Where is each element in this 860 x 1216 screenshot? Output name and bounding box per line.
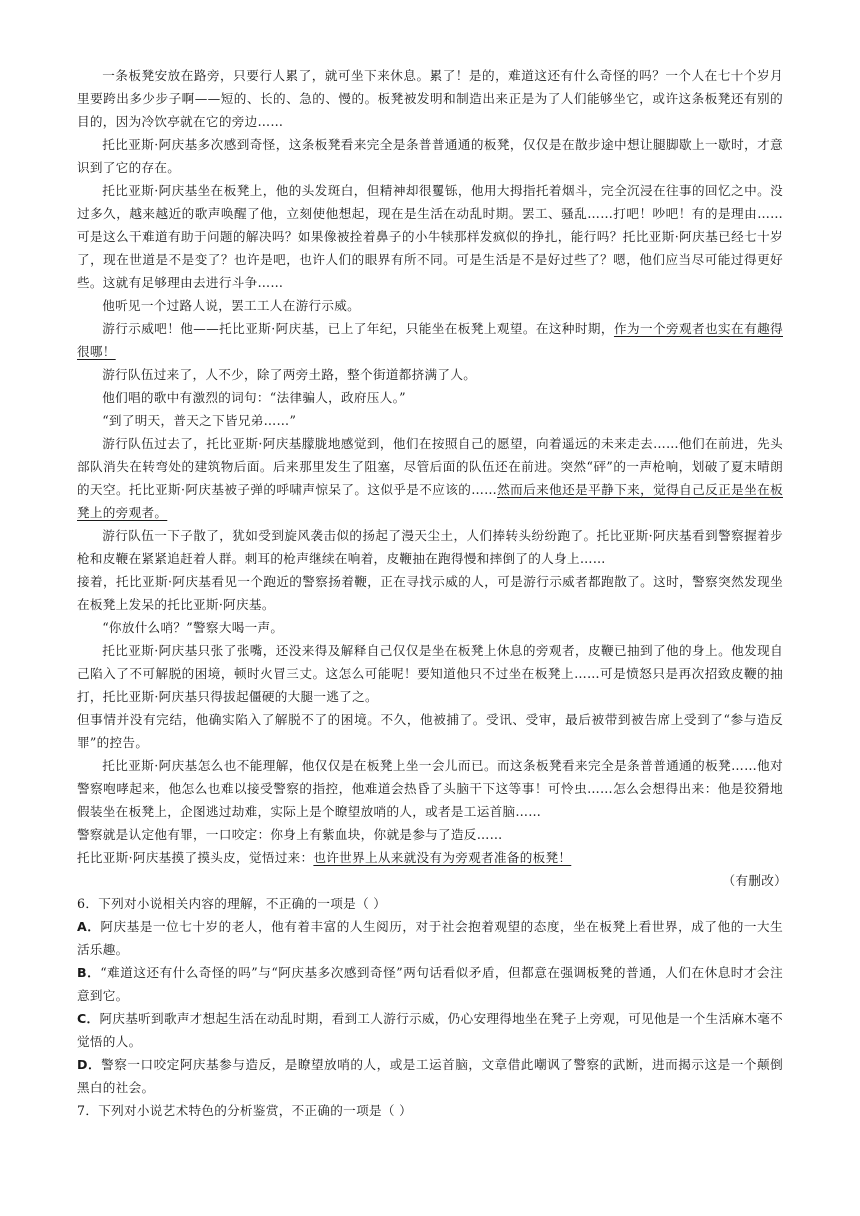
option-b-text: “难道这还有什么奇怪的吗”与“阿庆基多次感到奇怪”两句话看似矛盾，但都意在强调板凳的普通，人们在休息时才会注意到它。 — [77, 965, 784, 1003]
story-paragraph-7: 他们唱的歌中有激烈的词句：“法律骗人，政府压人。” — [102, 390, 406, 405]
story-paragraph-10: 游行队伍一下子散了，犹如受到旋风袭击似的扬起了漫天尘土，人们捧转头纷纷跑了。托比亚斯·阿庆基看到警察握着步枪和皮鞭在紧紧追赶着人群。刺耳的枪声继续在响着，皮鞭抽在跑得慢和摔倒了的人身上…… — [77, 528, 783, 566]
paragraph-9-text: 游行队伍过去了，托比亚斯·阿庆基朦胧地感觉到，他们在按照自己的愿望，向着遥远的未来走去……他们在前进，先头部队消失在转弯处的建筑物后面。后来那里发生了阻塞，尽管后面的队伍还在前进。突然“砰”的一声枪响，划破了夏末晴朗的天空。托比亚斯·阿庆基被子弹的呼啸声惊呆了。这似乎是不应该的…… — [77, 436, 783, 497]
option-d-text: 警察一口咬定阿庆基参与造反，是瞭望放哨的人，或是工运首脑，文章借此嘲讽了警察的武断，进而揭示这是一个颠倒黑白的社会。 — [77, 1057, 783, 1095]
story-paragraph-2: 托比亚斯·阿庆基多次感到奇怪，这条板凳看来完全是条普普通通的板凳，仅仅是在散步途中想让腿脚歇上一歇时，才意识到了它的存在。 — [77, 137, 783, 175]
story-paragraph-8: “到了明天，普天之下皆兄弟……” — [102, 413, 297, 428]
story-paragraph-5 — [77, 317, 783, 363]
document-page — [77, 64, 787, 1122]
story-paragraph-14: 但事情并没有完结，他确实陷入了解脱不了的困境。不久，他被捕了。受讯、受审，最后被带到被告席上受到了“参与造反罪”的控告。 — [77, 712, 783, 750]
question-6-stem: 6．下列对小说相关内容的理解，不正确的一项是（ ） — [77, 896, 387, 911]
story-paragraph-11: 接着，托比亚斯·阿庆基看见一个跑近的警察扬着鞭，正在寻找示威的人，可是游行示威者都跑散了。这时，警察突然发现坐在板凳上发呆的托比亚斯·阿庆基。 — [77, 574, 783, 612]
story-paragraph-1: 一条板凳安放在路旁，只要行人累了，就可坐下来休息。累了！是的，难道这还有什么奇怪的吗？一个人在七十个岁月里要跨出多少步子啊——短的、长的、急的、慢的。板凳被发明和制造出来正是为了人们能够坐它，或许这条板凳还有别的目的，因为冷饮亭就在它的旁边…… — [77, 68, 783, 129]
story-paragraph-9 — [77, 432, 783, 524]
story-paragraph-12: “你放什么哨？”警察大喝一声。 — [102, 620, 284, 635]
story-paragraph-13: 托比亚斯·阿庆基只张了张嘴，还没来得及解释自己仅仅是坐在板凳上休息的旁观者，皮鞭已抽到了他的身上。他发现自己陷入了不可解脱的困境，顿时火冒三丈。这怎么可能呢！要知道他只不过坐在板凳上……可是愤怒只是再次招致皮鞭的抽打，托比亚斯·阿庆基只得拔起僵硬的大腿一逃了之。 — [77, 643, 783, 704]
option-a-label: A． — [77, 919, 101, 934]
story-paragraph-17 — [77, 846, 783, 869]
option-a-text: 阿庆基是一位七十岁的老人，他有着丰富的人生阅历，对于社会抱着观望的态度，坐在板凳上看世界，成了他的一大生活乐趣。 — [77, 919, 783, 957]
story-paragraph-3: 托比亚斯·阿庆基坐在板凳上，他的头发斑白，但精神却很矍铄，他用大拇指托着烟斗，完全沉浸在往事的回忆之中。没过多久，越来越近的歌声唤醒了他，立刻使他想起，现在是生活在动乱时期。罢工、骚乱……打吧！吵吧！有的是理由……可是这么干难道有助于问题的解决吗？如果像被拴着鼻子的小牛犊那样发疯似的挣扎，能行吗？托比亚斯·阿庆基已经七十岁了，现在世道是不是变了？也许是吧，也许人们的眼界有所不同。可是生活是不是好过些了？嗯，他们应当尽可能过得更好些。这就有足够理由去进行斗争…… — [77, 183, 783, 290]
question-7-stem: 7．下列对小说艺术特色的分析鉴赏，不正确的一项是（ ） — [77, 1103, 412, 1118]
story-paragraph-15: 托比亚斯·阿庆基怎么也不能理解，他仅仅是在板凳上坐一会儿而已。而这条板凳看来完全是条普普通通的板凳……他对警察咆哮起来，他怎么也难以接受警察的指控，他难道会热昏了头脑干下这等事！可怜虫……怎么会想得出来：他是狡猾地假装坐在板凳上，企图逃过劫难，实际上是个瞭望放哨的人，或者是工运首脑…… — [77, 758, 783, 819]
source-note: （有删改） — [722, 873, 787, 888]
question-6-option-a — [77, 915, 783, 961]
paragraph-5-text: 游行示威吧！他——托比亚斯·阿庆基，已上了年纪，只能坐在板凳上观望。在这种时期， — [102, 321, 614, 336]
story-paragraph-6: 游行队伍过来了，人不少，除了两旁土路，整个街道都挤满了人。 — [102, 367, 477, 382]
question-6-option-d — [77, 1053, 783, 1099]
paragraph-17-text: 托比亚斯·阿庆基摸了摸头皮，觉悟过来： — [77, 850, 314, 865]
option-b-label: B． — [77, 965, 101, 980]
story-paragraph-16: 警察就是认定他有罪，一口咬定：你身上有紫血块，你就是参与了造反…… — [77, 827, 503, 842]
option-c-label: C． — [77, 1011, 100, 1026]
option-c-text: 阿庆基听到歌声才想起生活在动乱时期，看到工人游行示威，仍心安理得地坐在凳子上旁观，可见他是一个生活麻木毫不觉悟的人。 — [77, 1011, 784, 1049]
underlined-sentence-2: 然而后来他还是平静下来，觉得自己反正是坐在板凳上的旁观者。 — [77, 482, 783, 520]
question-6-option-b — [77, 961, 783, 1007]
story-paragraph-4: 他听见一个过路人说，罢工工人在游行示威。 — [102, 298, 361, 313]
underlined-sentence-3: 也许世界上从来就没有为旁观者准备的板凳！ — [313, 850, 572, 865]
option-d-label: D． — [77, 1057, 102, 1072]
question-6-option-c — [77, 1007, 783, 1053]
underlined-sentence-1: 作为一个旁观者也实在有趣得很哪！ — [77, 321, 783, 359]
